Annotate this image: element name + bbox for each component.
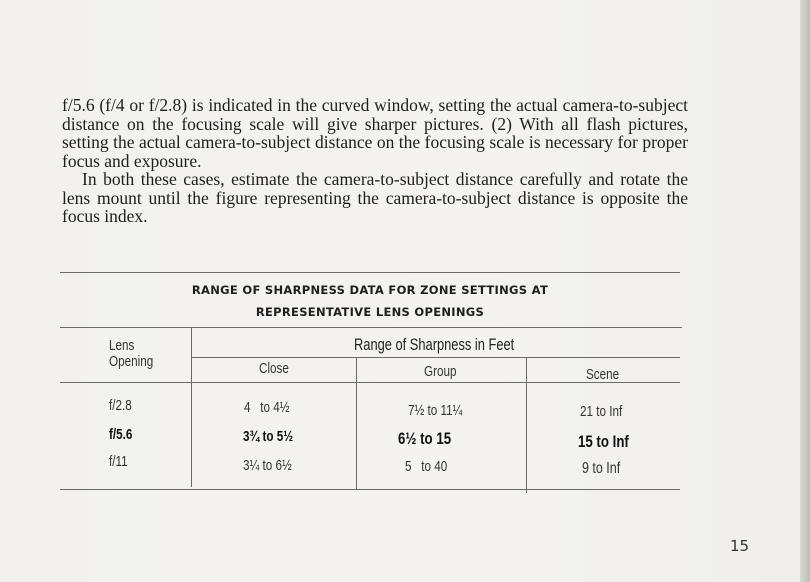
- row-2-lens: f/5.6: [109, 426, 133, 443]
- row-2-scene: 15 to Inf: [578, 432, 629, 451]
- table-bottom-rule: [60, 489, 680, 490]
- row-1-close: 4 to 4½: [244, 399, 290, 416]
- row-3-close: 3¼ to 6½: [243, 457, 292, 474]
- paragraph-1: f/5.6 (f/4 or f/2.8) is indicated in the curved window, setting the actual camera-to-subject distance on the focusing scale will give sharper pictures. (2) With all flash pictures, setting the actual camera-to-subject distance on the focusing scale is necessary for proper focus and exposure.: [62, 95, 688, 171]
- row-3-group: 5 to 40: [405, 458, 448, 475]
- body-text: [62, 96, 688, 226]
- header-group: Group: [424, 363, 457, 380]
- group-scene-divider: [526, 358, 527, 493]
- header-lens-line-2: Opening: [109, 353, 154, 370]
- row-1-scene: 21 to Inf: [580, 403, 623, 420]
- row-2-group: 6½ to 15: [398, 429, 452, 448]
- table-top-rule: [60, 272, 680, 273]
- row-3-lens: f/11: [109, 453, 128, 470]
- table-title-line-1: RANGE OF SHARPNESS DATA FOR ZONE SETTINGS AT: [191, 283, 549, 297]
- row-1-group: 7½ to 11¼: [408, 402, 463, 419]
- header-scene: Scene: [586, 366, 620, 383]
- header-lens-opening: [109, 338, 153, 370]
- header-lens-line-1: Lens: [109, 337, 135, 354]
- table-title-line-2: REPRESENTATIVE LENS OPENINGS: [255, 305, 485, 319]
- header-top-rule: [60, 327, 682, 328]
- row-3-scene: 9 to Inf: [582, 460, 621, 477]
- range-under-rule: [192, 357, 680, 358]
- row-1-lens: f/2.8: [109, 397, 132, 414]
- paragraph-2: In both these cases, estimate the camera-to-subject distance carefully and rotate the lens mount until the figure representing the camera-to-subject distance is opposite the focus index.: [62, 169, 688, 226]
- row-2-close: 3¾ to 5½: [243, 428, 294, 445]
- lens-column-divider: [191, 328, 192, 487]
- close-group-divider: [356, 358, 357, 489]
- page-edge: [800, 0, 810, 582]
- page-number: 15: [730, 537, 750, 555]
- table-title: [150, 279, 590, 323]
- header-close: Close: [259, 360, 289, 377]
- header-range: Range of Sharpness in Feet: [354, 336, 515, 354]
